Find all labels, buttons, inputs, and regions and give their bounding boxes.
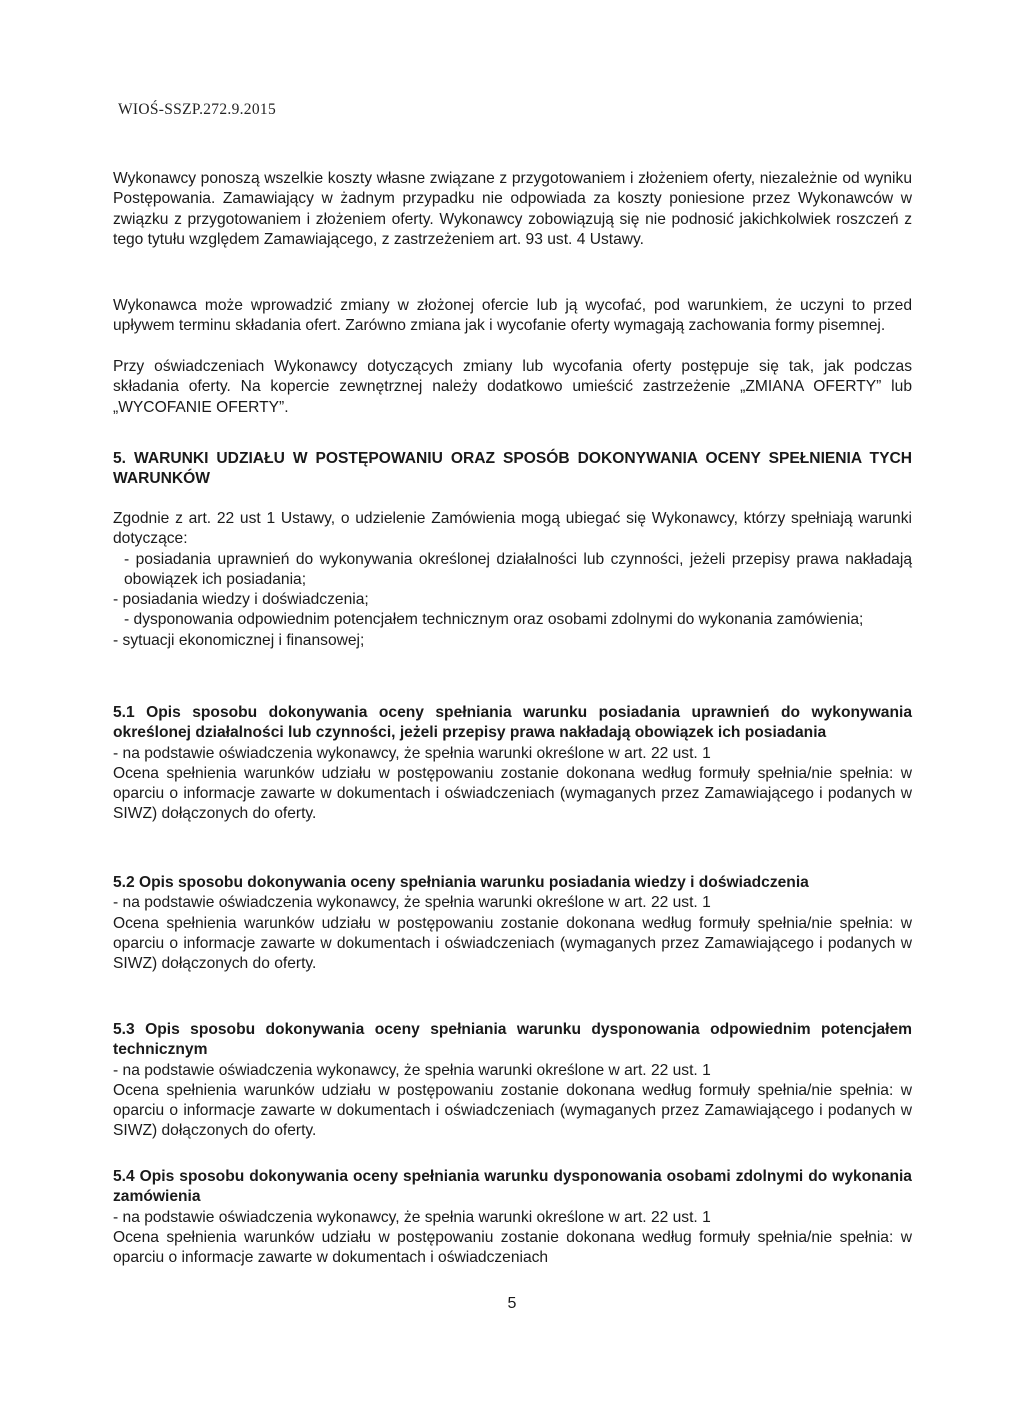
subsection-heading: 5.2 Opis sposobu dokonywania oceny spełniania warunku posiadania wiedzy i doświadczenia — [113, 874, 809, 891]
subsection-5-1 — [113, 703, 912, 825]
section-5-body — [113, 509, 912, 651]
paragraph-costs: Wykonawcy ponoszą wszelkie koszty własne związane z przygotowaniem i złożeniem oferty, niezależnie od wyniku Postępowania. Zamawiający w żadnym przypadku nie odpowiada za koszty poniesione przez Wykonawców w związku z przygotowaniem i złożeniem oferty. Wykonawcy zobowiązują się nie podnosić jakichkolwiek roszczeń z tego tytułu względem Zamawiającego, z zastrzeżeniem art. 93 ust. 4 Ustawy. — [113, 170, 912, 248]
document-reference: WIOŚ-SSZP.272.9.2015 — [118, 101, 277, 118]
subsection-heading: 5.4 Opis sposobu dokonywania oceny spełniania warunku dysponowania osobami zdolnymi do wykonania zamówienia — [113, 1168, 912, 1206]
subsection-5-4 — [113, 1167, 912, 1268]
subsection-basis: - na podstawie oświadczenia wykonawcy, że spełnia warunki określone w art. 22 ust. 1 — [113, 894, 711, 912]
subsection-assessment: Ocena spełnienia warunków udziału w postępowaniu zostanie dokonana według formuły spełnia/nie spełnia: w oparciu o informacje zawarte w dokumentach i oświadczeniach — [113, 1228, 912, 1267]
list-item: - posiadania wiedzy i doświadczenia; — [113, 591, 369, 609]
subsection-5-2 — [113, 873, 912, 974]
subsection-basis: - na podstawie oświadczenia wykonawcy, że spełnia warunki określone w art. 22 ust. 1 — [113, 744, 711, 762]
subsection-heading: 5.3 Opis sposobu dokonywania oceny spełniania warunku dysponowania odpowiednim potencjałem technicznym — [113, 1021, 912, 1059]
subsection-basis: - na podstawie oświadczenia wykonawcy, że spełnia warunki określone w art. 22 ust. 1 — [113, 1208, 711, 1226]
section-5-intro: Zgodnie z art. 22 ust 1 Ustawy, o udzielenie Zamówienia mogą ubiegać się Wykonawcy, którzy spełniają warunki dotyczące: — [113, 510, 912, 548]
page-number: 5 — [507, 1295, 517, 1312]
list-item: - dysponowania odpowiednim potencjałem technicznym oraz osobami zdolnymi do wykonania zamówienia; — [124, 611, 864, 629]
subsection-heading: 5.1 Opis sposobu dokonywania oceny spełniania warunku posiadania uprawnień do wykonywania określonej działalności lub czynności, jeżeli przepisy prawa nakładają obowiązek ich posiadania — [113, 704, 912, 742]
subsection-basis: - na podstawie oświadczenia wykonawcy, że spełnia warunki określone w art. 22 ust. 1 — [113, 1061, 711, 1079]
section-5-heading: 5. WARUNKI UDZIAŁU W POSTĘPOWANIU ORAZ SPOSÓB DOKONYWANIA OCENY SPEŁNIENIA TYCH WARUNKÓW — [113, 450, 912, 488]
subsection-assessment: Ocena spełnienia warunków udziału w postępowaniu zostanie dokonana według formuły spełnia/nie spełnia: w oparciu o informacje zawarte w dokumentach i oświadczeniach (wymaganych przez Zamawiającego i podanych w SIWZ) dołączonych do oferty. — [113, 764, 912, 823]
subsection-assessment: Ocena spełnienia warunków udziału w postępowaniu zostanie dokonana według formuły spełnia/nie spełnia: w oparciu o informacje zawarte w dokumentach i oświadczeniach (wymaganych przez Zamawiającego i podanych w SIWZ) dołączonych do oferty. — [113, 914, 912, 973]
subsection-5-3 — [113, 1020, 912, 1142]
paragraph-statements: Przy oświadczeniach Wykonawcy dotyczących zmiany lub wycofania oferty postępuje się tak, jak podczas składania oferty. Na kopercie zewnętrznej należy dodatkowo umieścić zastrzeżenie „ZMIANA OFERTY” lub „WYCOFANIE OFERTY”. — [113, 358, 912, 416]
list-item: - posiadania uprawnień do wykonywania określonej działalności lub czynności, jeżeli przepisy prawa nakładają obowiązek ich posiadania; — [124, 550, 912, 588]
subsection-assessment: Ocena spełnienia warunków udziału w postępowaniu zostanie dokonana według formuły spełnia/nie spełnia: w oparciu o informacje zawarte w dokumentach i oświadczeniach (wymaganych przez Zamawiającego i podanych w SIWZ) dołączonych do oferty. — [113, 1081, 912, 1140]
paragraph-changes: Wykonawca może wprowadzić zmiany w złożonej ofercie lub ją wycofać, pod warunkiem, że uczyni to przed upływem terminu składania ofert. Zarówno zmiana jak i wycofanie oferty wymagają zachowania formy pisemnej. — [113, 297, 912, 335]
list-item: - sytuacji ekonomicznej i finansowej; — [113, 631, 365, 649]
